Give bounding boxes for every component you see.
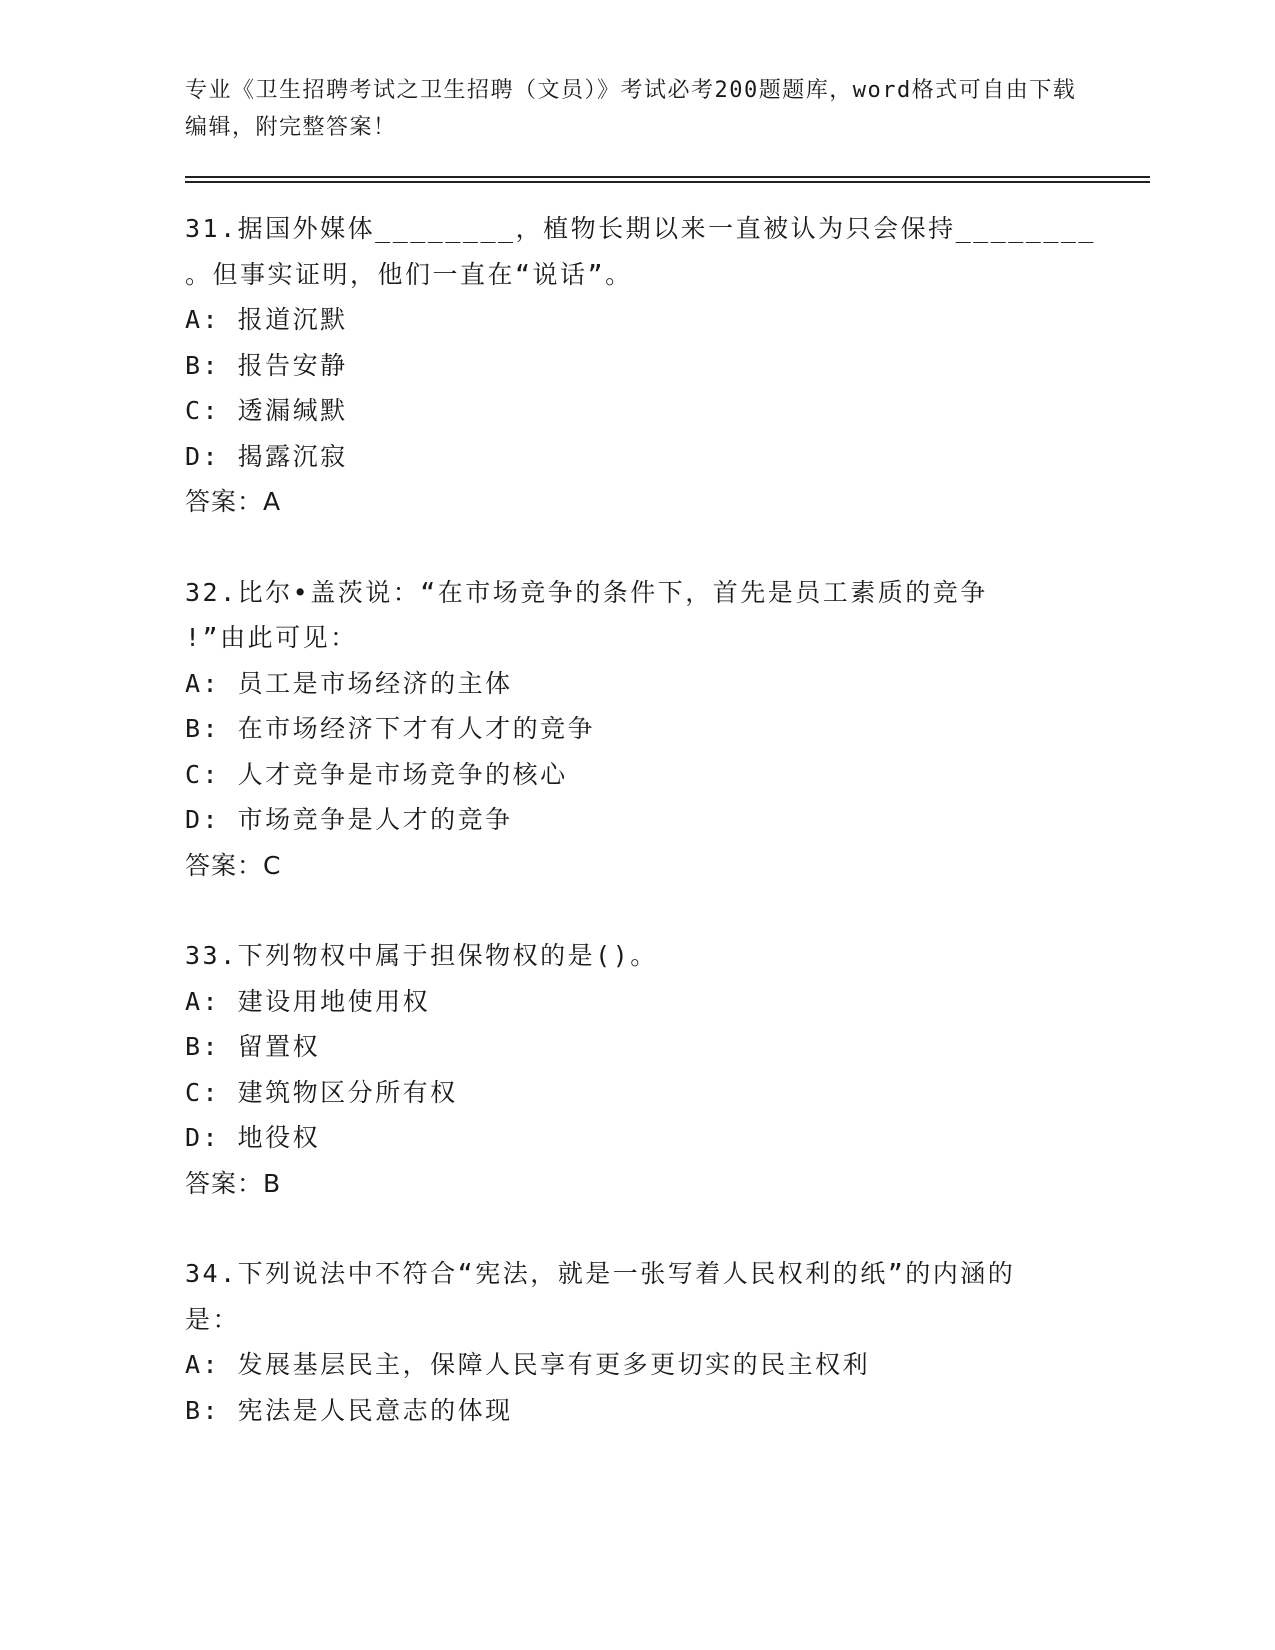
option-b: B: 在市场经济下才有人才的竞争 <box>185 714 596 743</box>
answer-label: 答案：B <box>185 1168 282 1198</box>
option-d: D: 揭露沉寂 <box>185 441 348 471</box>
question-31 <box>185 206 1096 525</box>
option-b: B: 报告安静 <box>185 350 348 380</box>
question-33 <box>185 933 1085 1206</box>
question-stem-line: 34.下列说法中不符合“宪法，就是一张写着人民权利的纸”的内涵的 <box>185 1259 1016 1288</box>
option-b: B: 留置权 <box>185 1032 321 1061</box>
option-a: A: 发展基层民主，保障人民享有更多更切实的民主权利 <box>185 1350 871 1379</box>
question-stem-line: 是： <box>185 1304 241 1334</box>
option-d: D: 市场竞争是人才的竞争 <box>185 805 513 834</box>
header-divider-bottom <box>185 181 1150 183</box>
question-list <box>185 206 1096 1478</box>
answer-label: 答案：C <box>185 850 282 880</box>
question-32 <box>185 570 1085 889</box>
option-a: A: 建设用地使用权 <box>185 986 431 1016</box>
header-divider-top <box>185 176 1150 178</box>
option-c: C: 建筑物区分所有权 <box>185 1077 458 1107</box>
question-stem-line: 33.下列物权中属于担保物权的是()。 <box>185 941 658 970</box>
option-a: A: 报道沉默 <box>185 305 348 334</box>
answer-label: 答案：A <box>185 487 282 516</box>
document-header: 专业《卫生招聘考试之卫生招聘（文员）》考试必考200题题库，word格式可自由下载编辑，附完整答案！ <box>185 78 1077 140</box>
question-stem-line: 31.据国外媒体________，植物长期以来一直被认为只会保持________ <box>185 214 1096 243</box>
question-stem-line: 32.比尔•盖茨说：“在市场竞争的条件下，首先是员工素质的竞争 <box>185 577 988 607</box>
option-d: D: 地役权 <box>185 1123 321 1152</box>
option-a: A: 员工是市场经济的主体 <box>185 668 513 698</box>
question-stem-line: 。但事实证明，他们一直在“说话”。 <box>185 259 633 289</box>
question-34 <box>185 1251 1085 1433</box>
option-b: B: 宪法是人民意志的体现 <box>185 1395 513 1425</box>
question-stem-line: !”由此可见： <box>185 623 358 652</box>
option-c: C: 人才竞争是市场竞争的核心 <box>185 759 568 789</box>
option-c: C: 透漏缄默 <box>185 396 348 425</box>
